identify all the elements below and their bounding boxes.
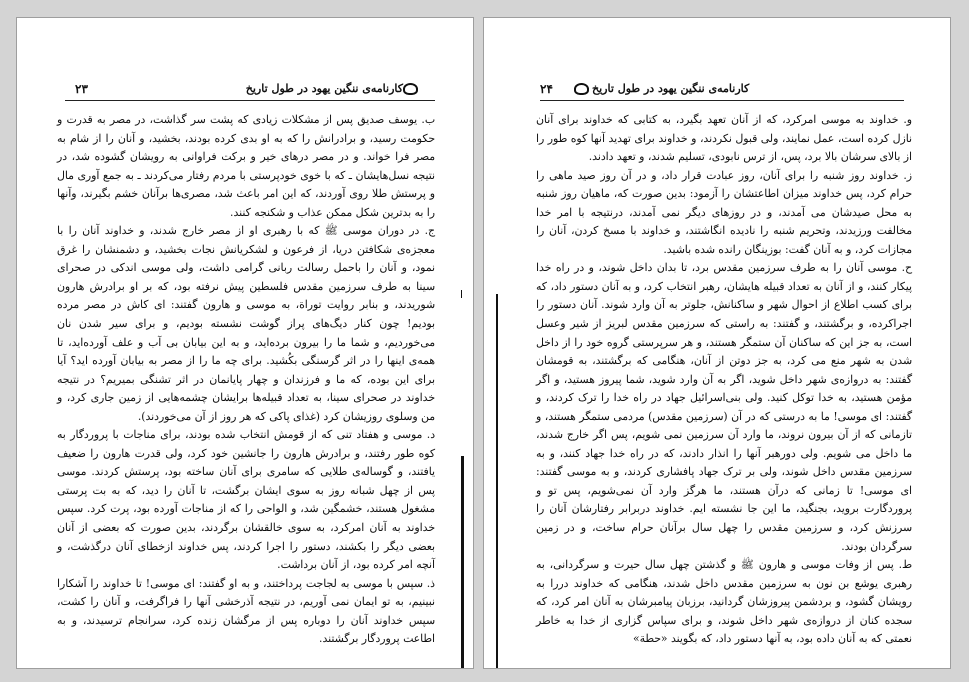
running-header [540,80,904,101]
left-page [16,17,474,669]
binding-rule [461,456,464,669]
ornament-icon [574,83,589,95]
right-page [483,17,951,669]
body-text [536,111,912,649]
paragraph-dh: ذ. سپس با موسی به لجاجت پرداختند، و به او گفتند: ای موسی! تا خداوند را آشکارا نبینیم، به تو ایمان نمی آوریم، در نتیجه آذرخشی آنها را فراگرفت، و آنان را کشت، سپس خداوند آنان را دوباره پس از مرگشان زنده کرد، سرانجام ترسیدند، و به اطاعت پروردگار برگشتند. [57,576,435,646]
running-title-text: کارنامه‌ی ننگین یهود در طول تاریخ [245,82,403,95]
running-title [242,80,421,98]
running-title-text: کارنامه‌ی ننگین یهود در طول تاریخ [592,82,750,95]
page-number: ۲۴ [540,82,553,96]
paragraph-v: و. خداوند به موسی امرکرد، که از آنان تعهد بگیرد، به کتابی که خداوند برای آنان نازل کرده است، عمل نمایند، ولی قبول نکردند، و خداوند برای تهدید آنها کوه طور را از بالای سرشان بالا برد، پس، از ترس نابودی، تسلیم شدند، و تعهد دادند. [536,113,912,164]
running-header [65,80,435,101]
body-text [57,111,435,649]
paragraph-h: ح. موسی آنان را به طرف سرزمین مقدس برد، تا بدان داخل شوند، و در راه خدا پیکار کنند، و از آنان به تعداد قبیله هایشان، رهبر انتخاب کرد، و به آنان دستور داد، که برای کسب اطلاع از احوال شهر و ساکنانش، جلوتر به آن وارد شوند. آنان دستور را اجراکرده، و برگشتند، و گفتند: به راستی که سرزمین مقدس لبریز از شیر وعسل است، به جز این که ساکنان آن ستمگر هستند، و هر سرپرستی گروه خود را از داخل شدن به شهر منع می کرد، به جز دوتن از آنان، هنگامی که برگشتند، به قومشان گفتند: به دروازه‌ی شهر داخل شوید، اگر به آن وارد شوید، شما پیروز هستید، و اگر مؤمن هستید، به خدا توکل کنید. ولی بنی‌اسرائیل جهاد در راه خدا را ترک کردند، و گفتند: ای موسی! ما به درستی که در آن (سرزمین مقدس) مردمی ستمگر هستند، و تازمانی که از آن بیرون نروند، ما وارد آن سرزمین نمی شویم، پس اگر خارج شدند، ما داخل می شویم. ولی دورهبر آنها را انذار دادند، که در راه خدا جهاد کنند، و به سرزمین مقدس داخل شوند، ولی بر ترک جهاد پافشاری کردند، و به موسی گفتند: ای موسی! تا زمانی که درآن هستند، ما هرگز وارد آن نمی‌شویم، پس تو و پروردگارت بروید، بجنگید، ما این جا نشسته ایم. خداوند دربرابر رفتارشان آنان را سرزنش کرد، و سرزمین مقدس را چهل سال برآنان حرام ساخت، و در زمین سرگردان بودند. [536,261,912,553]
paragraph-d: د. موسی و هفتاد تنی که از قومش انتخاب شده بودند، برای مناجات با پروردگار به کوه طور رفتند، و برادرش هارون را جانشین خود کرد، ولی قدرت هارون را ضعیف یافتند، و گوساله‌ی طلایی که سامری برای آنان ساخته بود، پرستش کردند. موسی پس از چهل شبانه روز به سوی ایشان برگشت، تا آنان را دید، که به بت پرستی مشغول هستند، خشمگین شد، و الواحی را که از مناجات آورده بود، پرت کرد. سپس خداوند به آنان امرکرد، به سوی خالقشان برگردند، بدین صورت که بعضی از آنان بعضی دیگر را بکشند، دستور را اجرا کردند، پس خداوند ازخطای آنان درگذشت، و آنچه امر کرده بود، از آنان برداشت. [57,428,435,572]
paragraph-b: ب. یوسف صدیق پس از مشکلات زیادی که پشت سر گذاشت، در مصر به قدرت و حکومت رسید، و برادرانش را که به او بدی کرده بودند، بخشید، و آنان را از شام به مصر فرا خواند. و در مصر درهای خیر و برکت فراوانی به رویشان گشوده شد، در نتیجه نسل‌هایشان ـ که با خوی خودپرستی با مردم رفتار می‌کردند ـ به جمع آوری مال و پرستش طلا روی آوردند، که این امر باعث شد، مصری‌ها برآنان خشم بگیرند، وآنها را به بدترین شکل ممکن عذاب و شکنجه کنند. [57,113,435,219]
ornament-icon [403,83,418,95]
paragraph-j: ج. در دوران موسی ﷺ که با رهبری او از مصر خارج شدند، و خداوند آنان را با معجزه‌ی شکافتن دریا، از فرعون و لشکریانش نجات بخشید، و دشمنشان را غرق نمود، و آنان را باحمل رسالت ربانی گرامی داشت، ولی موسی اندکی در صحرای سینا به طرف سرزمین مقدس فلسطین پیش نرفته بود، که بر او برادرش هارون شوریدند، و بنابر روایت توراة، به موسی و هارون گفتند: ای کاش در مصر مرده بودیم! چون کنار دیگ‌های پراز گوشت نشسته بودیم، و برای سیر شدن نان می‌خوردیم، و شما ما را بیرون برده‌اید، و به این بیابان بی آب و علف آورده‌اید، تا همه‌ی اینها را در اثر گرسنگی بکُشید. برای چه ما را از مصر به بیابان آورده اید؟ آیا برای این بوده، که ما و فرزندان و چهار پایانمان در اثر تشنگی بمیریم؟ در نتیجه خداوند در صحرای سینا، به تعداد قبیله‌ها برایشان چشمه‌هایی از زمین جاری کرد، و من وسلوی روزیشان کرد (غذای پاکی که هر روز از آن می‌خوردند). [57,224,435,423]
paragraph-t: ط. پس از وفات موسی و هارون ﷺ و گذشتن چهل سال حیرت و سرگردانی، به رهبری یوشع بن نون به سرزمین مقدس داخل شدند، هنگامی که خداوند دررا به رویشان گشود، و بردشمن پیروزشان گردانید، برزبان پیامبرشان به آنان امر کرد، که سجده کنان از دروازه‌ی شهر داخل شوند، و برای سپاس گزاری از خدا به خاطر نعمتی که به آنان داده بود، به آنها دستور داد، که بگویند «حطة» [536,558,912,646]
paragraph-z: ز. خداوند روز شنبه را برای آنان، روز عبادت قرار داد، و در آن روز صید ماهی را حرام کرد، پس خداوند میزان اطاعتشان را آزمود: بدین صورت که، ماهیان روز شنبه به محل صیدشان می آمدند، و در روزهای دیگر نمی آمدند، درنتیجه با امر خدا مخالفت ورزیدند، وتحریم شنبه را نادیده انگاشتند، و خداوند با مسخ کردن، آنان را مجازات کرد، و به آنان گفت: بوزینگان رانده شده باشید. [536,168,912,256]
binding-mark [461,290,462,298]
binding-rule [496,294,498,669]
running-title [570,80,749,98]
page-number: ۲۳ [75,82,88,96]
